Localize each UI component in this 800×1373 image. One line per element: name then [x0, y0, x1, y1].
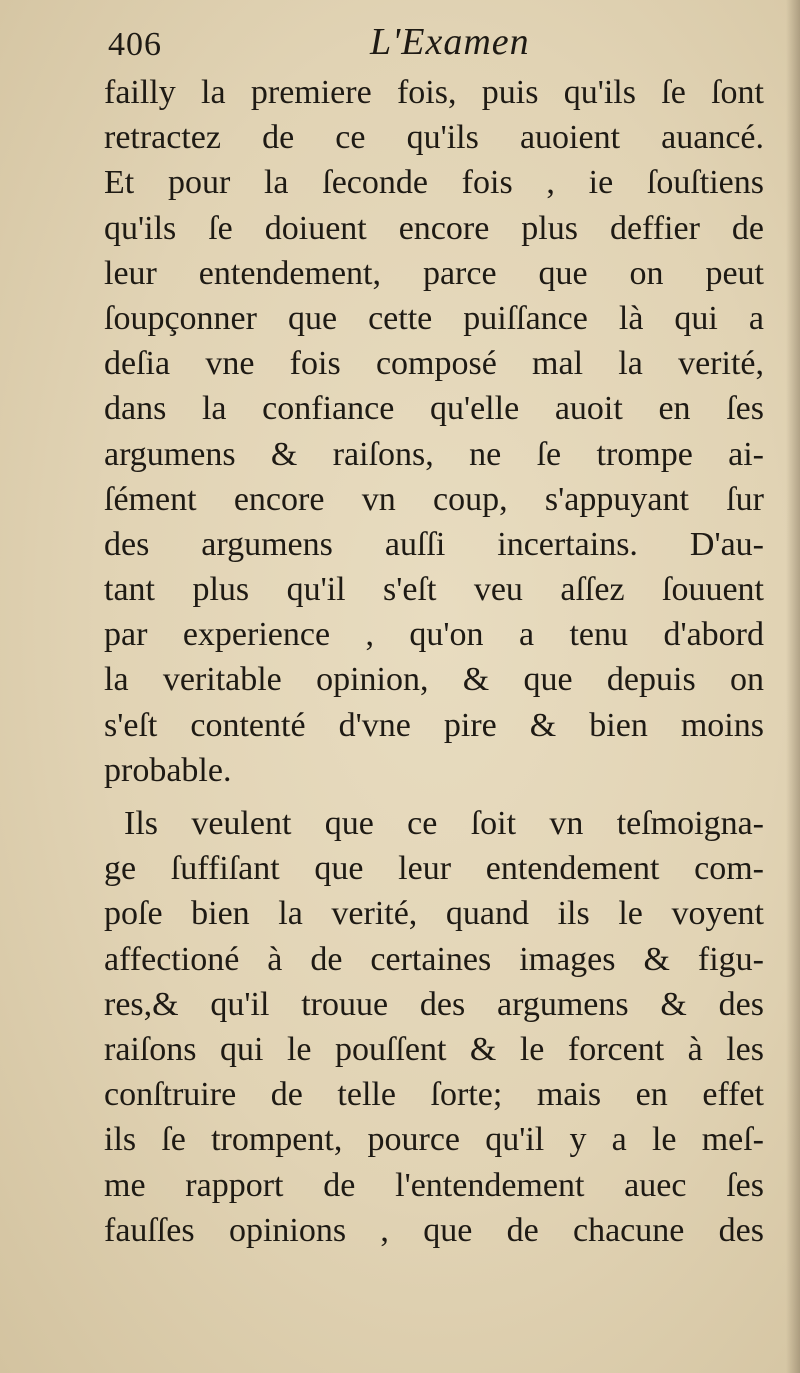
paragraph-1: [104, 70, 764, 793]
text-line: me rapport de l'entendement auec ſes: [104, 1166, 764, 1204]
text-line: poſe bien la verité, quand ils le voyent: [104, 895, 764, 933]
text-line: ils ſe trompent, pource qu'il y a le meſ-: [104, 1121, 764, 1159]
text-line: dans la confiance qu'elle auoit en ſes: [104, 390, 764, 428]
text-line: conſtruire de telle ſorte; mais en effet: [104, 1076, 764, 1114]
text-line: affectioné à de certaines images & figu-: [104, 940, 764, 978]
text-line: des argumens auſſi incertains. D'au-: [104, 525, 764, 563]
text-line: Et pour la ſeconde fois , ie ſouſtiens: [104, 164, 764, 202]
text-line: leur entendement, parce que on peut: [104, 254, 764, 292]
text-line: ge ſuffiſant que leur entendement com-: [104, 850, 764, 888]
text-line: retractez de ce qu'ils auoient auancé.: [104, 119, 764, 157]
page-edge-shadow: [786, 0, 800, 1373]
text-line: deſia vne fois composé mal la verité,: [104, 345, 764, 383]
text-line: fauſſes opinions , que de chacune des: [104, 1211, 764, 1249]
text-line: ſément encore vn coup, s'appuyant ſur: [104, 480, 764, 518]
body-text: [104, 70, 764, 1253]
page-number: 406: [108, 26, 162, 63]
page-header: [108, 20, 668, 70]
text-line: res,& qu'il trouue des argumens & des: [104, 985, 764, 1023]
text-line: tant plus qu'il s'eſt veu aſſez ſouuent: [104, 571, 764, 609]
text-line: raiſons qui le pouſſent & le forcent à les: [104, 1030, 764, 1068]
text-line: failly la premiere fois, puis qu'ils ſe ſont: [104, 74, 764, 111]
paragraph-2: [104, 801, 764, 1253]
text-line: ſoupçonner que cette puiſſance là qui a: [104, 299, 764, 337]
text-line: Ils veulent que ce ſoit vn teſmoigna-: [124, 805, 764, 842]
text-line: par experience , qu'on a tenu d'abord: [104, 616, 764, 654]
text-line: s'eſt contenté d'vne pire & bien moins: [104, 706, 764, 744]
text-line: la veritable opinion, & que depuis on: [104, 661, 764, 699]
text-line: qu'ils ſe doiuent encore plus deffier de: [104, 209, 764, 247]
text-line: probable.: [104, 751, 232, 789]
text-line: argumens & raiſons, ne ſe trompe ai-: [104, 435, 764, 473]
running-head: L'Examen: [370, 21, 530, 63]
